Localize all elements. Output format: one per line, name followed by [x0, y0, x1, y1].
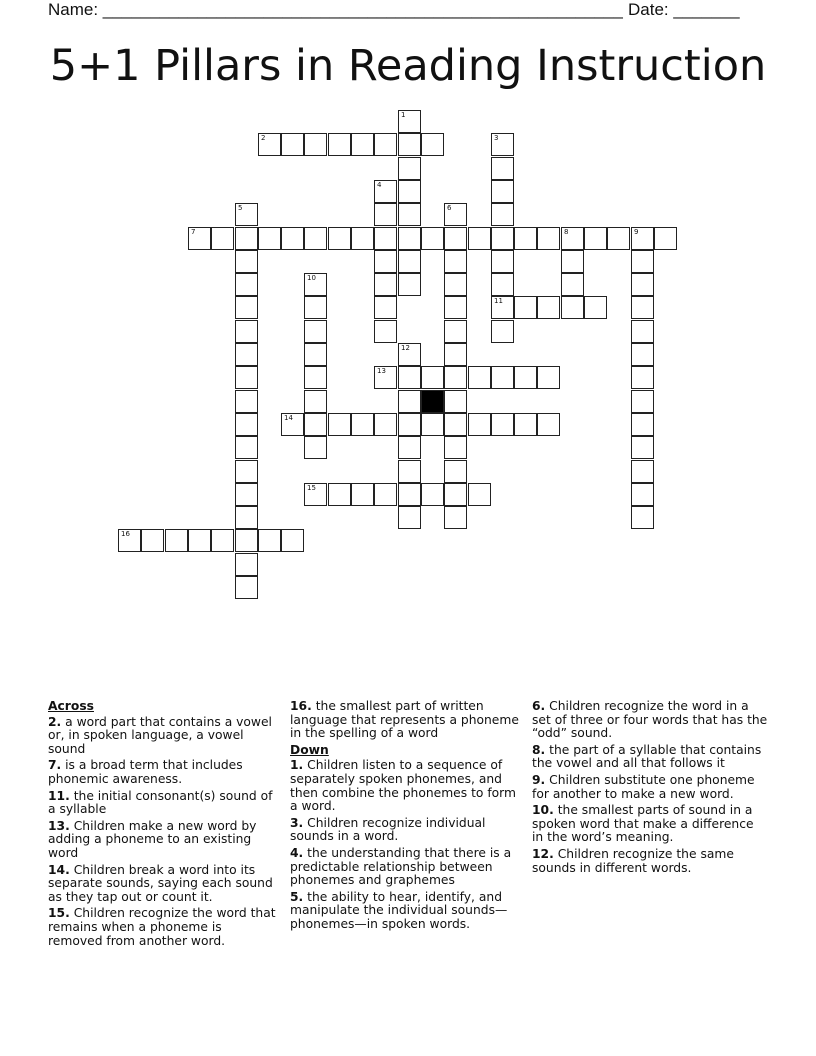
- down-clue: [532, 804, 768, 845]
- crossword-cell[interactable]: [374, 180, 397, 203]
- clue-number: 12: [401, 344, 410, 352]
- crossword-cell[interactable]: [468, 227, 491, 250]
- clue-text: Children recognize individual sounds in a word.: [290, 815, 486, 844]
- crossword-cell[interactable]: [374, 273, 397, 296]
- across-clue: [48, 907, 280, 948]
- crossword-cell[interactable]: [398, 413, 421, 436]
- crossword-cell[interactable]: [374, 366, 397, 389]
- crossword-cell[interactable]: [165, 529, 188, 552]
- crossword-cell[interactable]: [444, 413, 467, 436]
- crossword-cell[interactable]: [211, 529, 234, 552]
- clue-text: Children recognize the same sounds in different words.: [532, 846, 734, 875]
- clue-text: Children substitute one phoneme for another to make a new word.: [532, 772, 755, 801]
- crossword-cell[interactable]: [491, 157, 514, 180]
- crossword-cell[interactable]: [631, 390, 654, 413]
- crossword-cell[interactable]: [468, 483, 491, 506]
- crossword-cell[interactable]: [631, 506, 654, 529]
- crossword-cell[interactable]: [561, 250, 584, 273]
- clue-number-label: 3.: [290, 815, 304, 830]
- crossword-cell[interactable]: [561, 273, 584, 296]
- clue-number-label: 2.: [48, 714, 62, 729]
- crossword-cell[interactable]: [631, 483, 654, 506]
- crossword-cell[interactable]: [444, 460, 467, 483]
- crossword-cell[interactable]: [514, 413, 537, 436]
- crossword-cell[interactable]: [398, 180, 421, 203]
- crossword-cell[interactable]: [398, 460, 421, 483]
- crossword-cell[interactable]: [631, 250, 654, 273]
- clue-number: 16: [121, 530, 130, 538]
- crossword-cell[interactable]: [235, 413, 258, 436]
- clue-text: Children make a new word by adding a phoneme to an existing word: [48, 818, 257, 860]
- crossword-cell[interactable]: [514, 296, 537, 319]
- crossword-cell[interactable]: [444, 506, 467, 529]
- crossword-cell[interactable]: [281, 227, 304, 250]
- clue-number: 6: [447, 204, 452, 212]
- down-clue: [290, 759, 526, 813]
- crossword-cell[interactable]: [631, 413, 654, 436]
- clue-number-label: 1.: [290, 758, 304, 773]
- crossword-cell[interactable]: [304, 366, 327, 389]
- crossword-cell[interactable]: [374, 203, 397, 226]
- clue-number: 14: [284, 414, 293, 422]
- crossword-cell[interactable]: [491, 413, 514, 436]
- crossword-cell[interactable]: [235, 553, 258, 576]
- clue-number-label: 13.: [48, 818, 70, 833]
- crossword-cell[interactable]: [398, 227, 421, 250]
- down-heading: Down: [290, 742, 329, 757]
- clue-text: Children listen to a sequence of separately spoken phonemes, and then combine the phonemes to form a word.: [290, 758, 516, 814]
- crossword-cell[interactable]: [491, 296, 514, 319]
- crossword-cell[interactable]: [444, 366, 467, 389]
- clue-number: 10: [307, 274, 316, 282]
- clue-number: 3: [494, 134, 499, 142]
- crossword-cell[interactable]: [491, 133, 514, 156]
- across-clue: [48, 716, 280, 757]
- crossword-cell[interactable]: [421, 133, 444, 156]
- crossword-cell[interactable]: [235, 273, 258, 296]
- crossword-cell[interactable]: [631, 227, 654, 250]
- crossword-cell[interactable]: [631, 436, 654, 459]
- crossword-cell[interactable]: [444, 436, 467, 459]
- crossword-cell[interactable]: [304, 390, 327, 413]
- name-field-label: Name: _______________________________________________________: [48, 0, 623, 19]
- crossword-cell[interactable]: [304, 436, 327, 459]
- crossword-cell[interactable]: [491, 366, 514, 389]
- crossword-cell[interactable]: [398, 133, 421, 156]
- crossword-cell[interactable]: [491, 203, 514, 226]
- crossword-cell[interactable]: [444, 250, 467, 273]
- crossword-cell[interactable]: [631, 460, 654, 483]
- crossword-cell[interactable]: [514, 227, 537, 250]
- clue-text: the smallest part of written language that represents a phoneme in the spelling of a word: [290, 699, 519, 741]
- crossword-cell[interactable]: [374, 227, 397, 250]
- crossword-cell[interactable]: [584, 227, 607, 250]
- crossword-cell[interactable]: [491, 227, 514, 250]
- crossword-cell[interactable]: [468, 366, 491, 389]
- crossword-cell[interactable]: [328, 227, 351, 250]
- crossword-cell[interactable]: [304, 227, 327, 250]
- crossword-cell[interactable]: [398, 366, 421, 389]
- crossword-cell[interactable]: [398, 343, 421, 366]
- crossword-cell[interactable]: [304, 296, 327, 319]
- crossword-cell[interactable]: [351, 483, 374, 506]
- crossword-cell[interactable]: [374, 250, 397, 273]
- crossword-cell[interactable]: [374, 133, 397, 156]
- clues-column-3: [532, 700, 768, 878]
- crossword-cell[interactable]: [281, 529, 304, 552]
- clue-number-label: 9.: [532, 772, 546, 787]
- crossword-cell[interactable]: [118, 529, 141, 552]
- crossword-cell[interactable]: [374, 413, 397, 436]
- crossword-cell[interactable]: [491, 180, 514, 203]
- clue-number-label: 11.: [48, 788, 70, 803]
- crossword-cell[interactable]: [398, 250, 421, 273]
- crossword-cell[interactable]: [607, 227, 630, 250]
- clue-number: 2: [261, 134, 266, 142]
- crossword-cell[interactable]: [561, 296, 584, 319]
- crossword-cell[interactable]: [631, 296, 654, 319]
- down-clue: [290, 847, 526, 888]
- crossword-cell[interactable]: [235, 576, 258, 599]
- crossword-cell[interactable]: [491, 250, 514, 273]
- crossword-cell[interactable]: [444, 390, 467, 413]
- down-clue: [290, 891, 526, 932]
- crossword-cell[interactable]: [514, 366, 537, 389]
- crossword-cell[interactable]: [235, 320, 258, 343]
- crossword-cell[interactable]: [537, 227, 560, 250]
- crossword-cell[interactable]: [304, 320, 327, 343]
- crossword-cell[interactable]: [258, 529, 281, 552]
- clue-number-label: 16.: [290, 699, 312, 713]
- crossword-cell[interactable]: [421, 483, 444, 506]
- across-heading: Across: [48, 699, 94, 713]
- across-clue: [48, 864, 280, 905]
- date-field-label: Date: _______: [628, 0, 740, 19]
- clue-number-label: 12.: [532, 846, 554, 861]
- crossword-cell[interactable]: [374, 483, 397, 506]
- clue-number-label: 8.: [532, 742, 546, 757]
- crossword-cell[interactable]: [304, 413, 327, 436]
- crossword-cell[interactable]: [141, 529, 164, 552]
- across-clue: [48, 759, 280, 786]
- crossword-cell[interactable]: [235, 506, 258, 529]
- down-clue: [532, 848, 768, 875]
- crossword-cell[interactable]: [631, 320, 654, 343]
- crossword-cell[interactable]: [468, 413, 491, 436]
- crossword-cell[interactable]: [398, 506, 421, 529]
- clue-number: 8: [564, 228, 569, 236]
- clue-text: Children recognize the word that remains when a phoneme is removed from another word.: [48, 906, 276, 948]
- crossword-cell[interactable]: [537, 413, 560, 436]
- crossword-cell[interactable]: [374, 320, 397, 343]
- clue-number: 5: [238, 204, 243, 212]
- crossword-cell[interactable]: [351, 413, 374, 436]
- across-clue: [290, 700, 526, 741]
- clues-column-2: [290, 700, 526, 935]
- crossword-cell[interactable]: [398, 436, 421, 459]
- crossword-cell[interactable]: [235, 529, 258, 552]
- crossword-cell[interactable]: [258, 133, 281, 156]
- crossword-cell[interactable]: [328, 413, 351, 436]
- down-clue: [532, 774, 768, 801]
- crossword-cell[interactable]: [235, 343, 258, 366]
- clue-number-label: 7.: [48, 758, 62, 773]
- crossword-cell[interactable]: [304, 273, 327, 296]
- clue-text: the initial consonant(s) sound of a syllable: [48, 788, 273, 817]
- clue-number-label: 5.: [290, 889, 304, 904]
- clue-number-label: 15.: [48, 906, 70, 921]
- crossword-cell[interactable]: [421, 227, 444, 250]
- crossword-cell[interactable]: [235, 250, 258, 273]
- clue-number-label: 14.: [48, 862, 70, 877]
- clue-number: 1: [401, 111, 406, 119]
- crossword-cell[interactable]: [258, 227, 281, 250]
- across-clue-list: [48, 716, 280, 949]
- clue-number: 9: [634, 228, 639, 236]
- down-clue: [532, 744, 768, 771]
- down-clue-list: [290, 759, 526, 931]
- clue-number: 11: [494, 297, 503, 305]
- crossword-cell[interactable]: [235, 203, 258, 226]
- across-clue: [48, 790, 280, 817]
- crossword-cell[interactable]: [631, 343, 654, 366]
- clue-number-label: 10.: [532, 803, 554, 818]
- clue-number: 4: [377, 181, 382, 189]
- crossword-cell[interactable]: [304, 343, 327, 366]
- clue-number-label: 6.: [532, 699, 546, 713]
- crossword-cell[interactable]: [235, 390, 258, 413]
- down-clue-list-continued: [532, 700, 768, 875]
- clue-text: the ability to hear, identify, and manipulate the individual sounds—phonemes—in spoken words.: [290, 889, 508, 931]
- crossword-cell[interactable]: [188, 529, 211, 552]
- crossword-cell[interactable]: [235, 436, 258, 459]
- crossword-cell[interactable]: [444, 483, 467, 506]
- crossword-cell[interactable]: [235, 227, 258, 250]
- crossword-cell[interactable]: [631, 273, 654, 296]
- crossword-cell[interactable]: [281, 413, 304, 436]
- clue-text: the smallest parts of sound in a spoken word that make a difference in the word’s meaning.: [532, 803, 754, 845]
- clue-text: the part of a syllable that contains the vowel and all that follows it: [532, 742, 762, 771]
- crossword-cell[interactable]: [398, 203, 421, 226]
- crossword-cell[interactable]: [398, 483, 421, 506]
- crossword-cell[interactable]: [351, 133, 374, 156]
- crossword-cell[interactable]: [444, 203, 467, 226]
- crossword-cell[interactable]: [328, 133, 351, 156]
- clue-number-label: 4.: [290, 845, 304, 860]
- clue-text: Children recognize the word in a set of three or four words that has the “odd” sound.: [532, 699, 768, 741]
- crossword-cell[interactable]: [631, 366, 654, 389]
- across-clue-list-continued: [290, 700, 526, 741]
- crossword-cell[interactable]: [328, 483, 351, 506]
- crossword-cell[interactable]: [444, 320, 467, 343]
- crossword-cell[interactable]: [491, 273, 514, 296]
- crossword-cell[interactable]: [398, 390, 421, 413]
- crossword-cell[interactable]: [537, 296, 560, 319]
- crossword-cell[interactable]: [561, 227, 584, 250]
- crossword-cell[interactable]: [281, 133, 304, 156]
- down-clue: [532, 700, 768, 741]
- crossword-cell[interactable]: [351, 227, 374, 250]
- crossword-cell[interactable]: [444, 227, 467, 250]
- crossword-cell[interactable]: [374, 296, 397, 319]
- crossword-cell[interactable]: [537, 366, 560, 389]
- clues-column-1: [48, 700, 280, 951]
- clue-number: 13: [377, 367, 386, 375]
- clue-text: Children break a word into its separate sounds, saying each sound as they tap out or count it.: [48, 862, 273, 904]
- crossword-cell[interactable]: [444, 343, 467, 366]
- crossword-cell[interactable]: [235, 483, 258, 506]
- clue-text: is a broad term that includes phonemic awareness.: [48, 758, 243, 786]
- crossword-cell[interactable]: [304, 483, 327, 506]
- crossword-cell[interactable]: [421, 413, 444, 436]
- crossword-cell[interactable]: [398, 110, 421, 133]
- clue-text: the understanding that there is a predictable relationship between phonemes and graphemes: [290, 845, 512, 888]
- crossword-cell[interactable]: [235, 460, 258, 483]
- crossword-cell[interactable]: [444, 296, 467, 319]
- clue-text: a word part that contains a vowel or, in spoken language, a vowel sound: [48, 714, 272, 756]
- crossword-cell[interactable]: [421, 366, 444, 389]
- crossword-cell[interactable]: [654, 227, 677, 250]
- page-title: 5+1 Pillars in Reading Instruction: [49, 41, 767, 91]
- clue-number: 7: [191, 228, 196, 236]
- crossword-black-cell: [421, 390, 444, 413]
- crossword-cell[interactable]: [491, 320, 514, 343]
- clue-number: 15: [307, 484, 316, 492]
- crossword-cell[interactable]: [584, 296, 607, 319]
- down-clue: [290, 817, 526, 844]
- crossword-cell[interactable]: [398, 273, 421, 296]
- across-clue: [48, 820, 280, 861]
- crossword-cell[interactable]: [235, 296, 258, 319]
- crossword-cell[interactable]: [211, 227, 234, 250]
- crossword-cell[interactable]: [444, 273, 467, 296]
- crossword-cell[interactable]: [235, 366, 258, 389]
- crossword-cell[interactable]: [304, 133, 327, 156]
- crossword-cell[interactable]: [398, 157, 421, 180]
- crossword-cell[interactable]: [188, 227, 211, 250]
